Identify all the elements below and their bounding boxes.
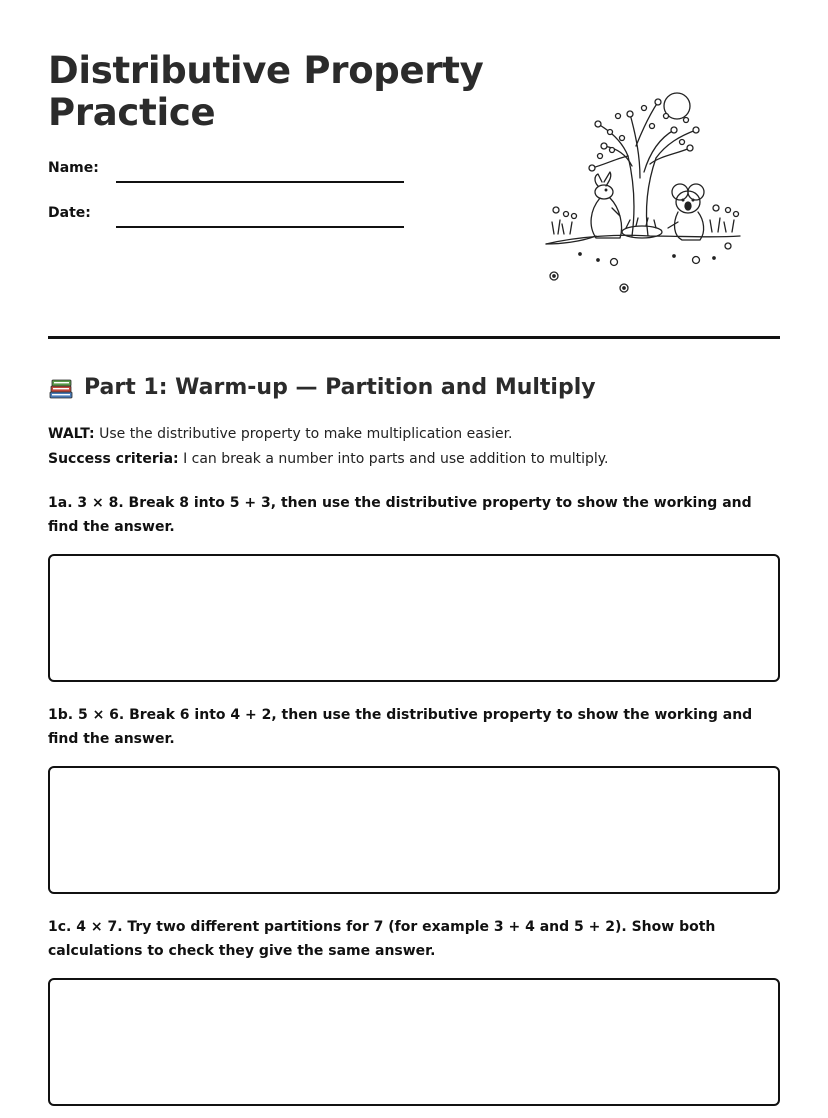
walt-label: WALT: (48, 426, 95, 442)
success-criteria-text: I can break a number into parts and use addition to multiply. (178, 451, 609, 467)
success-criteria-line (48, 449, 609, 469)
date-label: Date: (48, 205, 91, 221)
answer-box-1b[interactable] (48, 766, 780, 894)
success-criteria-label: Success criteria: (48, 451, 179, 467)
question-1a: 1a. 3 × 8. Break 8 into 5 + 3, then use the distributive property to show the working and find the answer. (48, 495, 752, 535)
books-icon (48, 375, 74, 401)
question-1b: 1b. 5 × 6. Break 6 into 4 + 2, then use the distributive property to show the working and find the answer. (48, 707, 753, 747)
answer-box-1c[interactable] (48, 978, 780, 1106)
walt-text: Use the distributive property to make multiplication easier. (94, 426, 513, 442)
kangaroo-koala-tree-illustration (540, 86, 752, 298)
section-divider (48, 336, 780, 339)
date-field[interactable] (116, 226, 404, 228)
name-field[interactable] (116, 181, 404, 183)
name-field-row (48, 160, 408, 184)
name-label: Name: (48, 160, 99, 176)
answer-box-1a[interactable] (48, 554, 780, 682)
walt-line (48, 424, 513, 444)
question-1c: 1c. 4 × 7. Try two different partitions for 7 (for example 3 + 4 and 5 + 2). Show both calculations to check they give the same answer. (48, 919, 716, 959)
part1-title (48, 373, 596, 403)
page-title: Distributive Property Practice (48, 49, 484, 134)
part1-title-text: Part 1: Warm-up — Partition and Multiply (84, 375, 596, 400)
date-field-row (48, 205, 408, 229)
